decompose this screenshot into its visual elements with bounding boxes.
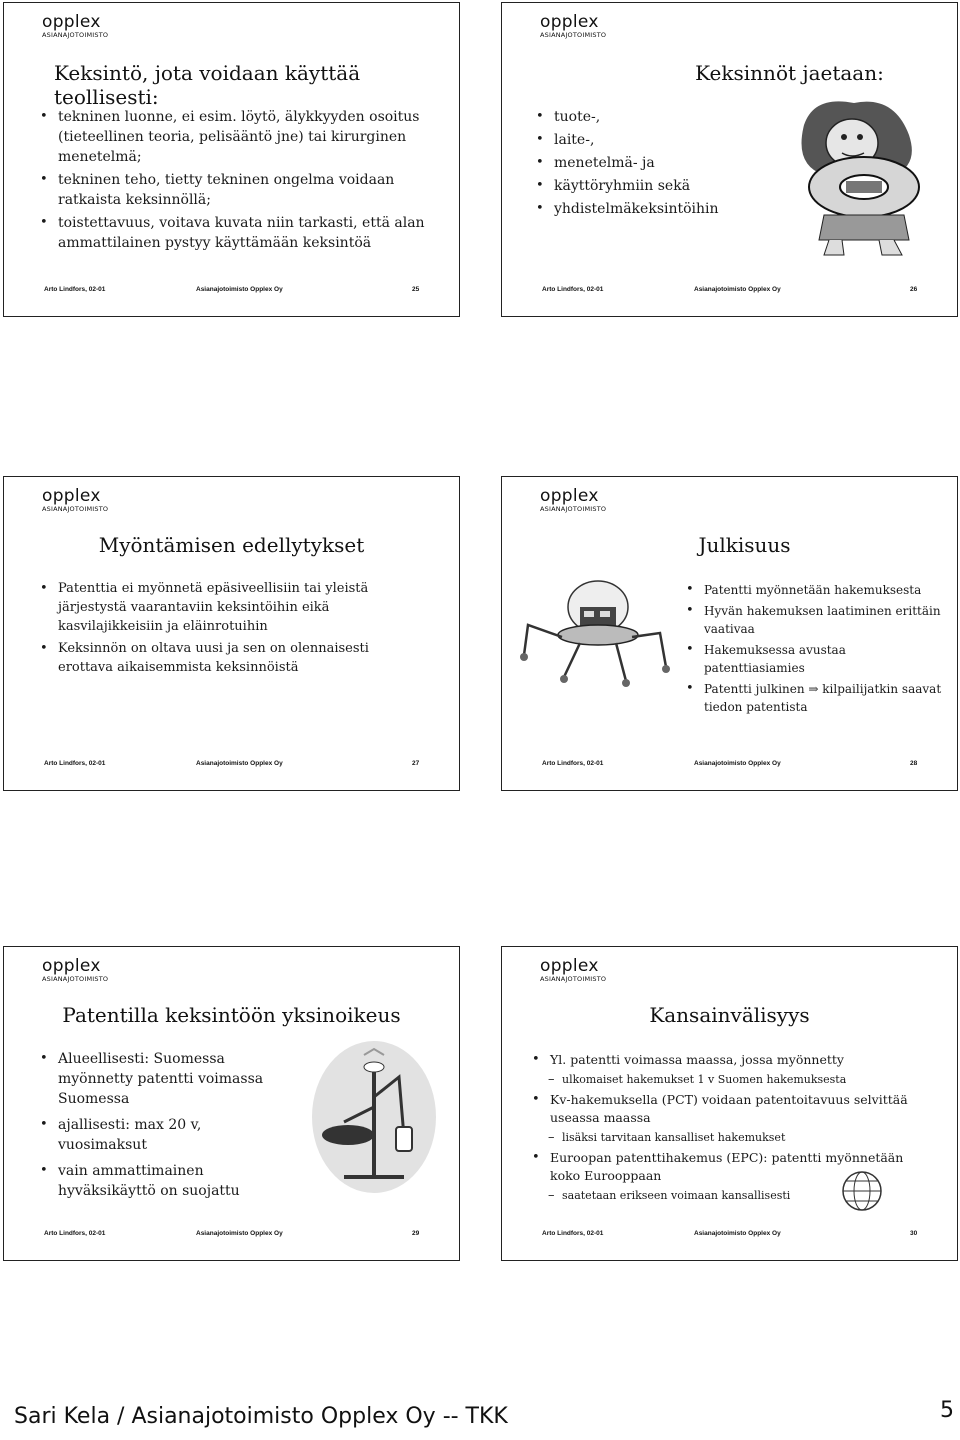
logo-sub: ASIANAJOTOIMISTO (42, 975, 109, 983)
slide-number: 26 (910, 286, 918, 293)
slide-number: 29 (412, 1230, 420, 1237)
slide-number: 30 (910, 1230, 918, 1237)
footer-author: Arto Lindfors, 02-01 (44, 286, 106, 293)
slide-28 (501, 476, 958, 791)
sub-list-item: – lisäksi tarvitaan kansalliset hakemukset (532, 1130, 932, 1145)
page-footer: Sari Kela / Asianajotoimisto Opplex Oy -- TKK (14, 1404, 508, 1429)
bullet-list (40, 579, 410, 680)
footer-author: Arto Lindfors, 02-01 (44, 760, 106, 767)
list-item: • Patenttia ei myönnetä epäsiveellisiin tai yleistä järjestystä vaarantaviin keksintöihin eikä kasvilajikkeisiin ja eläinrotuihin (40, 579, 410, 636)
slide-30 (501, 946, 958, 1261)
logo-sub: ASIANAJOTOIMISTO (540, 975, 607, 983)
list-item: • Keksinnön on oltava uusi ja sen on olennaisesti erottava aikaisemmista keksinnöistä (40, 639, 410, 677)
slide-number: 25 (412, 286, 420, 293)
sub-list-item: – ulkomaiset hakemukset 1 v Suomen hakemuksesta (532, 1072, 932, 1087)
footer-author: Arto Lindfors, 02-01 (542, 286, 604, 293)
slide-footer (502, 1230, 957, 1242)
robot-lander-clipart (520, 577, 670, 697)
robot-arm-clipart (304, 1027, 444, 1197)
list-item: • Kv-hakemuksella (PCT) voidaan patentoitavuus selvittää useassa maassa (532, 1091, 932, 1127)
slide-title: Julkisuus (698, 533, 791, 557)
logo-name: opplex (540, 12, 599, 32)
bullet-list (40, 1049, 270, 1207)
bullet-list (532, 1051, 932, 1207)
list-item: • yhdistelmäkeksintöihin (536, 199, 766, 219)
opplex-logo (540, 957, 606, 983)
list-item: • tekninen teho, tietty tekninen ongelma voidaan ratkaista keksinnöllä; (40, 170, 440, 210)
list-item: • Euroopan patenttihakemus (EPC): patentti myönnetään koko Eurooppaan (532, 1149, 932, 1185)
opplex-logo (540, 13, 606, 39)
logo-name: opplex (540, 956, 599, 976)
slide-footer (4, 760, 459, 772)
slide-29 (3, 946, 460, 1261)
list-item: • tuote-, (536, 107, 766, 127)
logo-name: opplex (42, 12, 101, 32)
slide-footer (502, 286, 957, 298)
footer-company: Asianajotoimisto Opplex Oy (694, 286, 781, 293)
list-item: • laite-, (536, 130, 766, 150)
logo-name: opplex (42, 486, 101, 506)
slide-title: Keksinnöt jaetaan: (695, 61, 884, 85)
footer-author: Arto Lindfors, 02-01 (542, 1230, 604, 1237)
bullet-list (40, 107, 440, 256)
list-item: • toistettavuus, voitava kuvata niin tarkasti, että alan ammattilainen pystyy käyttämään keksintöä (40, 213, 440, 253)
list-item: • ajallisesti: max 20 v, vuosimaksut (40, 1115, 270, 1155)
list-item: • menetelmä- ja (536, 153, 766, 173)
logo-sub: ASIANAJOTOIMISTO (540, 31, 607, 39)
opplex-logo (42, 487, 108, 513)
bullet-list (686, 581, 946, 719)
list-item: • vain ammattimainen hyväksikäyttö on suojattu (40, 1161, 270, 1201)
footer-company: Asianajotoimisto Opplex Oy (196, 760, 283, 767)
caveman-wheel-clipart (784, 95, 934, 265)
slide-27 (3, 476, 460, 791)
list-item: • tekninen luonne, ei esim. löytö, älykkyyden osoitus (tieteellinen teoria, pelisääntö jne) tai kirurginen menetelmä; (40, 107, 440, 167)
slide-title: Keksintö, jota voidaan käyttää teollisesti: (54, 61, 361, 109)
slide-number: 28 (910, 760, 918, 767)
list-item: • Patentti julkinen ⇒ kilpailijatkin saavat tiedon patentista (686, 680, 946, 716)
footer-author: Arto Lindfors, 02-01 (44, 1230, 106, 1237)
page-number: 5 (940, 1398, 954, 1423)
footer-company: Asianajotoimisto Opplex Oy (694, 760, 781, 767)
footer-company: Asianajotoimisto Opplex Oy (694, 1230, 781, 1237)
list-item: • Hyvän hakemuksen laatiminen erittäin vaativaa (686, 602, 946, 638)
bullet-list (536, 107, 766, 222)
logo-name: opplex (540, 486, 599, 506)
slide-title: Myöntämisen edellytykset (98, 533, 365, 557)
list-item: • Hakemuksessa avustaa patenttiasiamies (686, 641, 946, 677)
logo-sub: ASIANAJOTOIMISTO (42, 31, 109, 39)
list-item: • käyttöryhmiin sekä (536, 176, 766, 196)
slide-title: Patentilla keksintöön yksinoikeus (62, 1003, 401, 1027)
opplex-logo (540, 487, 606, 513)
slide-footer (502, 760, 957, 772)
opplex-logo (42, 13, 108, 39)
footer-company: Asianajotoimisto Opplex Oy (196, 1230, 283, 1237)
sub-list-item: – saatetaan erikseen voimaan kansallisesti (532, 1188, 932, 1203)
slide-footer (4, 1230, 459, 1242)
opplex-logo (42, 957, 108, 983)
logo-sub: ASIANAJOTOIMISTO (540, 505, 607, 513)
slide-number: 27 (412, 760, 420, 767)
slide-25 (3, 2, 460, 317)
logo-sub: ASIANAJOTOIMISTO (42, 505, 109, 513)
slide-26 (501, 2, 958, 317)
list-item: • Patentti myönnetään hakemuksesta (686, 581, 946, 599)
list-item: • Alueellisesti: Suomessa myönnetty patentti voimassa Suomessa (40, 1049, 270, 1109)
footer-author: Arto Lindfors, 02-01 (542, 760, 604, 767)
list-item: • Yl. patentti voimassa maassa, jossa myönnetty (532, 1051, 932, 1069)
slide-title: Kansainvälisyys (649, 1003, 810, 1027)
slide-footer (4, 286, 459, 298)
logo-name: opplex (42, 956, 101, 976)
footer-company: Asianajotoimisto Opplex Oy (196, 286, 283, 293)
